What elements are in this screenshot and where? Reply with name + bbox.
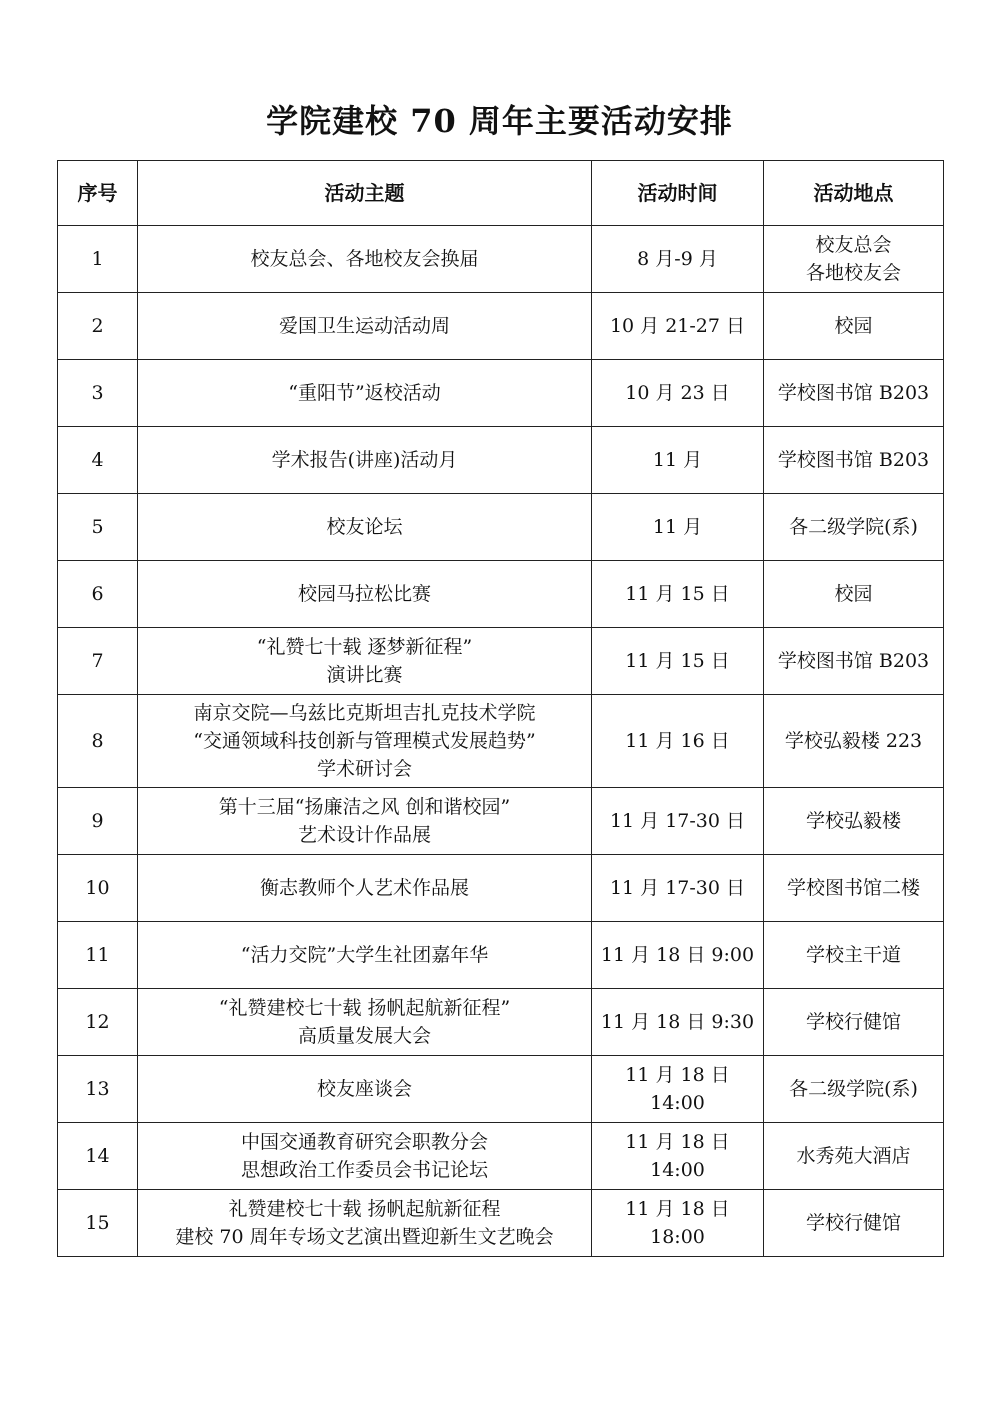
cell-time: 10 月 23 日 bbox=[592, 360, 764, 427]
cell-theme-line: 演讲比赛 bbox=[326, 664, 403, 686]
cell-place bbox=[764, 1056, 944, 1123]
cell-theme bbox=[138, 695, 592, 788]
cell-theme-line: 建校 70 周年专场文艺演出暨迎新生文艺晚会 bbox=[175, 1226, 554, 1248]
table-body bbox=[58, 226, 944, 1257]
table-row bbox=[58, 989, 944, 1056]
cell-theme-line: 思想政治工作委员会书记论坛 bbox=[240, 1159, 488, 1181]
table-row bbox=[58, 695, 944, 788]
cell-place bbox=[764, 989, 944, 1056]
cell-theme-line: “重阳节”返校活动 bbox=[288, 382, 441, 404]
table-row bbox=[58, 855, 944, 922]
cell-theme-line: “礼赞建校七十载 扬帆起航新征程” bbox=[218, 997, 511, 1019]
table-row bbox=[58, 226, 944, 293]
cell-theme-line: 学术研讨会 bbox=[316, 758, 412, 780]
cell-theme-line: 校友座谈会 bbox=[316, 1078, 412, 1100]
cell-time: 11 月 15 日 bbox=[592, 628, 764, 695]
cell-time: 11 月 17-30 日 bbox=[592, 855, 764, 922]
activity-table bbox=[57, 160, 944, 1257]
cell-theme bbox=[138, 788, 592, 855]
cell-theme-line: 礼赞建校七十载 扬帆起航新征程 bbox=[228, 1198, 501, 1220]
cell-no: 4 bbox=[58, 427, 138, 494]
cell-place bbox=[764, 695, 944, 788]
cell-theme bbox=[138, 1190, 592, 1257]
table-row bbox=[58, 788, 944, 855]
cell-theme bbox=[138, 855, 592, 922]
cell-place bbox=[764, 628, 944, 695]
cell-no: 10 bbox=[58, 855, 138, 922]
cell-place-line: 学校图书馆 B203 bbox=[777, 449, 930, 471]
cell-time: 11 月 16 日 bbox=[592, 695, 764, 788]
cell-theme-line: 学术报告(讲座)活动月 bbox=[271, 449, 458, 471]
cell-place bbox=[764, 788, 944, 855]
cell-place bbox=[764, 1123, 944, 1190]
cell-time: 8 月-9 月 bbox=[592, 226, 764, 293]
page-title: 学院建校 70 周年主要活动安排 bbox=[266, 102, 733, 140]
cell-place-line: 校友总会 bbox=[815, 234, 892, 256]
cell-theme-line: 中国交通教育研究会职教分会 bbox=[240, 1131, 488, 1153]
cell-theme bbox=[138, 226, 592, 293]
cell-no: 15 bbox=[58, 1190, 138, 1257]
cell-no: 9 bbox=[58, 788, 138, 855]
cell-place-line: 学校图书馆 B203 bbox=[777, 650, 930, 672]
cell-place-line: 各二级学院(系) bbox=[789, 1078, 918, 1100]
cell-no: 2 bbox=[58, 293, 138, 360]
cell-no: 3 bbox=[58, 360, 138, 427]
cell-place-line: 学校主干道 bbox=[805, 944, 901, 966]
table-row bbox=[58, 922, 944, 989]
table-row bbox=[58, 494, 944, 561]
cell-no: 8 bbox=[58, 695, 138, 788]
cell-theme bbox=[138, 922, 592, 989]
cell-time: 11 月 17-30 日 bbox=[592, 788, 764, 855]
cell-time: 11 月 18 日 14:00 bbox=[592, 1123, 764, 1190]
table-header-row bbox=[58, 161, 944, 226]
cell-place-line: 学校图书馆 B203 bbox=[777, 382, 930, 404]
cell-time: 11 月 18 日 14:00 bbox=[592, 1056, 764, 1123]
cell-theme-line: 校友论坛 bbox=[326, 516, 403, 538]
cell-time: 11 月 15 日 bbox=[592, 561, 764, 628]
cell-no: 6 bbox=[58, 561, 138, 628]
cell-place-line: 学校图书馆二楼 bbox=[786, 877, 920, 899]
table-row bbox=[58, 628, 944, 695]
cell-place-line: 校园 bbox=[834, 583, 873, 605]
cell-theme-line: “交通领域科技创新与管理模式发展趋势” bbox=[193, 730, 536, 752]
cell-theme-line: “活力交院”大学生社团嘉年华 bbox=[240, 944, 489, 966]
cell-theme-line: 校友总会、各地校友会换届 bbox=[250, 248, 479, 270]
cell-place bbox=[764, 360, 944, 427]
cell-time: 11 月 bbox=[592, 427, 764, 494]
cell-no: 7 bbox=[58, 628, 138, 695]
cell-theme bbox=[138, 628, 592, 695]
cell-place-line: 学校行健馆 bbox=[805, 1011, 901, 1033]
cell-theme-line: 第十三届“扬廉洁之风 创和谐校园” bbox=[218, 796, 511, 818]
cell-place bbox=[764, 293, 944, 360]
table-row bbox=[58, 427, 944, 494]
cell-place bbox=[764, 226, 944, 293]
header-time: 活动时间 bbox=[592, 161, 764, 226]
cell-theme-line: 衡志教师个人艺术作品展 bbox=[259, 877, 469, 899]
cell-theme-line: 爱国卫生运动活动周 bbox=[278, 315, 450, 337]
cell-time: 11 月 18 日 9:00 bbox=[592, 922, 764, 989]
table-row bbox=[58, 1056, 944, 1123]
cell-place bbox=[764, 494, 944, 561]
cell-theme bbox=[138, 427, 592, 494]
cell-no: 1 bbox=[58, 226, 138, 293]
cell-time: 11 月 18 日 9:30 bbox=[592, 989, 764, 1056]
cell-theme bbox=[138, 1123, 592, 1190]
cell-theme-line: “礼赞七十载 逐梦新征程” bbox=[256, 636, 473, 658]
table-row bbox=[58, 360, 944, 427]
table-row bbox=[58, 561, 944, 628]
cell-place bbox=[764, 427, 944, 494]
table-row bbox=[58, 1123, 944, 1190]
cell-theme-line: 校园马拉松比赛 bbox=[297, 583, 431, 605]
table-row bbox=[58, 1190, 944, 1257]
cell-time: 11 月 bbox=[592, 494, 764, 561]
cell-place bbox=[764, 561, 944, 628]
cell-place bbox=[764, 922, 944, 989]
cell-place-line: 学校弘毅楼 bbox=[805, 810, 901, 832]
cell-theme bbox=[138, 1056, 592, 1123]
cell-place-line: 学校行健馆 bbox=[805, 1212, 901, 1234]
cell-theme-line: 高质量发展大会 bbox=[297, 1025, 431, 1047]
cell-theme-line: 南京交院—乌兹比克斯坦吉扎克技术学院 bbox=[193, 702, 536, 724]
cell-theme-line: 艺术设计作品展 bbox=[297, 824, 431, 846]
header-theme: 活动主题 bbox=[138, 161, 592, 226]
cell-place bbox=[764, 855, 944, 922]
cell-no: 14 bbox=[58, 1123, 138, 1190]
cell-place-line: 校园 bbox=[834, 315, 873, 337]
cell-theme bbox=[138, 494, 592, 561]
header-no: 序号 bbox=[58, 161, 138, 226]
cell-no: 12 bbox=[58, 989, 138, 1056]
cell-theme bbox=[138, 989, 592, 1056]
cell-time: 11 月 18 日 18:00 bbox=[592, 1190, 764, 1257]
cell-theme bbox=[138, 360, 592, 427]
cell-no: 13 bbox=[58, 1056, 138, 1123]
cell-place bbox=[764, 1190, 944, 1257]
cell-no: 5 bbox=[58, 494, 138, 561]
cell-place-line: 学校弘毅楼 223 bbox=[784, 730, 923, 752]
cell-theme bbox=[138, 293, 592, 360]
table-row bbox=[58, 293, 944, 360]
cell-place-line: 水秀苑大酒店 bbox=[796, 1145, 911, 1167]
cell-no: 11 bbox=[58, 922, 138, 989]
cell-time: 10 月 21-27 日 bbox=[592, 293, 764, 360]
cell-theme bbox=[138, 561, 592, 628]
header-place: 活动地点 bbox=[764, 161, 944, 226]
cell-place-line: 各地校友会 bbox=[805, 262, 901, 284]
cell-place-line: 各二级学院(系) bbox=[789, 516, 918, 538]
